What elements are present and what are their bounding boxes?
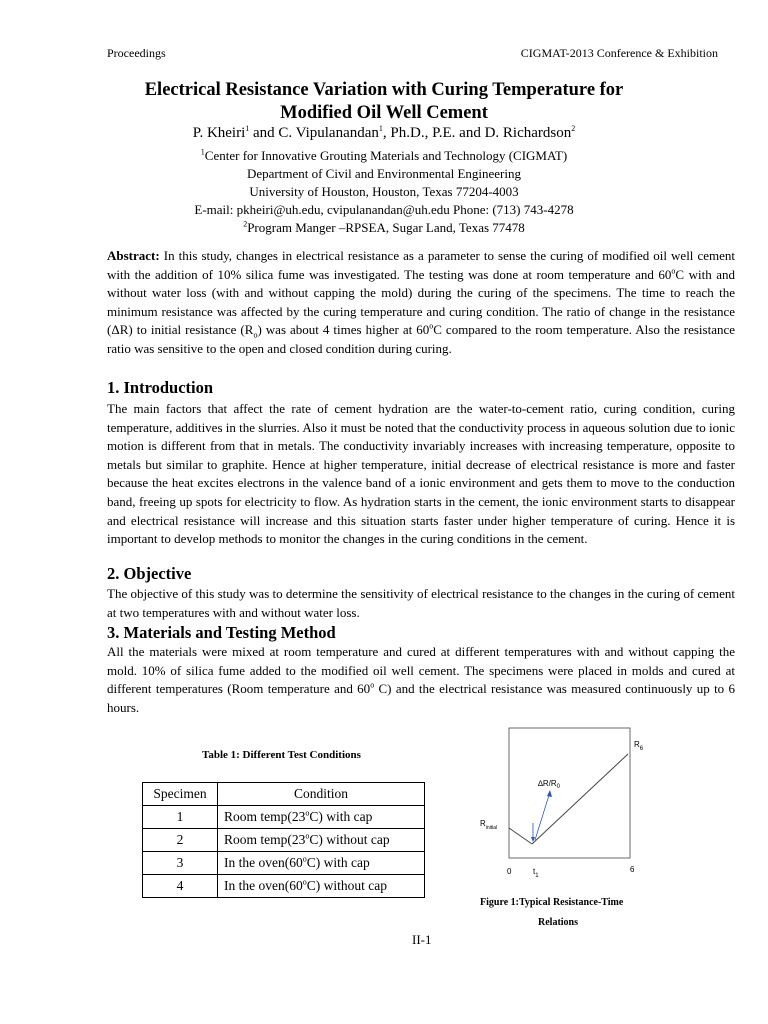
affiliation-line-3: University of Houston, Houston, Texas 77204-4003 xyxy=(249,184,519,199)
abstract-sup-1: o xyxy=(671,266,676,276)
section-heading-objective: 2. Objective xyxy=(107,564,192,583)
table-row xyxy=(143,829,425,852)
abstract-part-3: ) was about 4 times higher at 60 xyxy=(257,322,430,338)
author-1-sup: 1 xyxy=(245,124,250,133)
label-delta-r-ratio: $\Delta R/R_0$ xyxy=(538,779,561,790)
table-cell-condition: In the oven(60$^o$C) without cap xyxy=(218,875,425,898)
table-cell-specimen: 1 xyxy=(143,806,218,829)
resistance-decrease-line xyxy=(509,828,532,844)
author-2-sup: 1 xyxy=(378,124,383,133)
author-2: and C. Vipulanandan xyxy=(249,125,379,141)
abstract-part-1: In this study, changes in electrical resistance as a parameter to sense the curing of modified oil well cement with the addition of 10% silica fume was investigated. The testing was done at room temperature and 60 xyxy=(107,248,735,282)
aff-1-text: Center for Innovative Grouting Materials and Technology (CIGMAT) xyxy=(204,148,568,163)
aff-5-sup: 2 xyxy=(243,219,248,229)
author-3-sup: 2 xyxy=(571,124,576,133)
page-number: II-1 xyxy=(412,932,432,947)
resistance-increase-line xyxy=(532,754,628,844)
label-r6: $R_6$ xyxy=(634,740,644,752)
aff-5-text: Program Manger –RPSEA, Sugar Land, Texas 77478 xyxy=(247,220,525,235)
abstract-sub-1: o xyxy=(253,330,258,340)
header-right: CIGMAT-2013 Conference & Exhibition xyxy=(520,46,718,60)
authors xyxy=(60,125,708,142)
table-row xyxy=(143,806,425,829)
abstract-label: Abstract: xyxy=(107,248,160,263)
figure-frame xyxy=(509,728,630,858)
table-header-row xyxy=(143,783,425,806)
abstract-sup-2: o xyxy=(429,322,434,332)
tick-0: 0 xyxy=(507,867,512,876)
table-cell-condition: Room temp(23$^o$C) without cap xyxy=(218,829,425,852)
table-header-specimen: Specimen xyxy=(143,783,218,806)
figure-caption-line-2: Relations xyxy=(538,917,578,928)
tick-6: 6 xyxy=(630,865,635,874)
author-1: P. Kheiri xyxy=(192,125,246,141)
table-caption: Table 1: Different Test Conditions xyxy=(202,749,361,761)
aff-1-sup: 1 xyxy=(200,147,205,157)
table-header-condition: Condition xyxy=(218,783,425,806)
header-left: Proceedings xyxy=(107,46,166,60)
tick-t1: $t_1$ xyxy=(533,867,539,879)
conditions-table xyxy=(142,782,425,898)
title-line-1: Electrical Resistance Variation with Curing Temperature for xyxy=(144,80,624,100)
abstract-part-2: C with and without water loss (with and without capping the mold) during the curing of the specimens. The time to reach the minimum resistance was affected by the curing temperature and curing condition. The ratio of change in the resistance (ΔR) to initial resistance (R xyxy=(107,266,735,338)
affiliation xyxy=(60,147,708,237)
section-heading-introduction: 1. Introduction xyxy=(107,378,214,397)
objective-text: The objective of this study was to determine the sensitivity of electrical resistance to the changes in the curing of cement at two temperatures with and without water loss. xyxy=(107,586,735,620)
figure-caption-line-1: Figure 1:Typical Resistance-Time xyxy=(480,897,624,908)
ratio-arrow-up-head xyxy=(547,790,552,797)
materials-text xyxy=(107,643,735,717)
table-cell-specimen: 4 xyxy=(143,875,218,898)
abstract-part-4: C compared to the room temperature. Also the resistance ratio was sensitive to the open and closed condition during curing. xyxy=(107,322,736,356)
resistance-time-figure xyxy=(470,720,670,885)
table-cell-condition: In the oven(60$^o$C) with cap xyxy=(218,852,425,875)
title-line-2: Modified Oil Well Cement xyxy=(280,103,488,123)
materials-part-2: C) and the electrical resistance was measured continuously up to 6 hours. xyxy=(107,681,735,715)
ratio-arrow-up xyxy=(535,792,550,840)
affiliation-line-2: Department of Civil and Environmental Engineering xyxy=(246,166,521,181)
affiliation-line-5 xyxy=(60,219,708,237)
table-cell-specimen: 3 xyxy=(143,852,218,875)
table-row xyxy=(143,875,425,898)
affiliation-line-4: E-mail: pkheiri@uh.edu, cvipulanandan@uh.edu Phone: (713) 743-4278 xyxy=(194,202,574,217)
table-cell-specimen: 2 xyxy=(143,829,218,852)
paper-title xyxy=(100,79,668,125)
table-cell-condition: Room temp(23$^o$C) with cap xyxy=(218,806,425,829)
introduction-text: The main factors that affect the rate of cement hydration are the water-to-cement ratio, curing condition, curing temperature, additives in the slurries. Also it must be noted that the conductivity process in aqueous solution due to ionic motion is different from that in metals. The conductivity invariably increases with increasing temperature, opposite to metals but similar to graphite. Hence at higher temperature, initial decrease of electrical resistance is more and faster because the heat excites electrons in the valence band of a ionic environment and gets them to move to the conduction band, freeing up spots for electricity to flow. As hydration starts in the cement, the ionic environment starts to disappear and electrical resistance will increase and this situation starts faster under higher temperature of curing. Hence it is important to develop methods to monitor the changes in the curing conditions in the cement. xyxy=(107,401,735,547)
section-heading-materials: 3. Materials and Testing Method xyxy=(107,623,336,642)
affiliation-line-1 xyxy=(60,147,708,165)
materials-sup: o xyxy=(370,680,375,690)
materials-part-1: All the materials were mixed at room temperature and cured at different temperatures with and without capping the mold. 10% of silica fume added to the modified oil well cement. The specimens were placed in molds and cured at different temperatures (Room temperature and 60 xyxy=(107,644,735,697)
label-r-initial: $R_{initial}$ xyxy=(480,819,498,831)
author-3: , Ph.D., P.E. and D. Richardson xyxy=(382,125,572,141)
abstract xyxy=(107,247,735,359)
table-row xyxy=(143,852,425,875)
